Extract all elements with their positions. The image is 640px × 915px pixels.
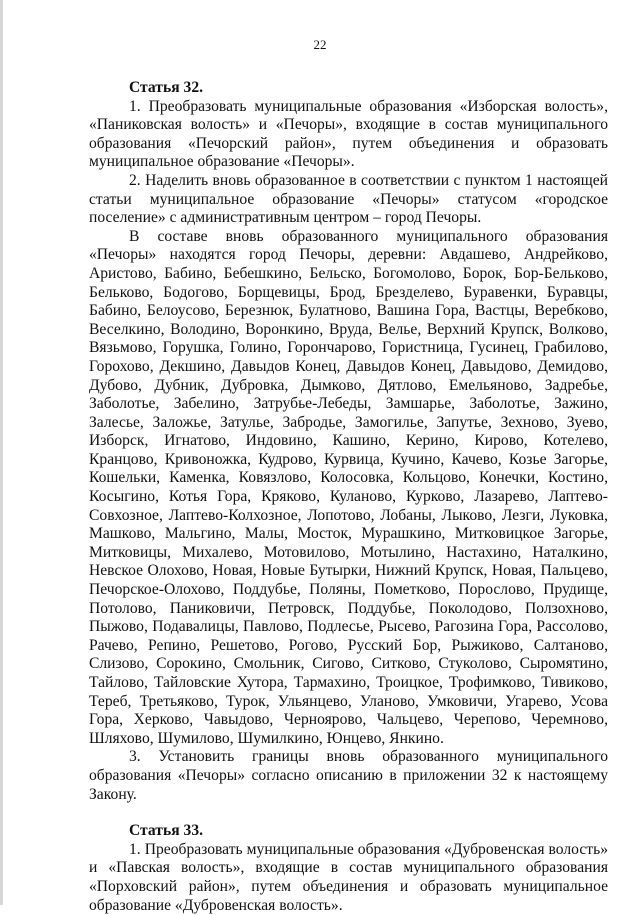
article-32-paragraph-2: 2. Наделить вновь образованное в соответствии с пунктом 1 настоящей статьи муниципальное образование «Печоры» статусом «городское поселение» с административным центром – город Печоры. xyxy=(89,171,608,227)
scan-edge-line xyxy=(0,0,3,905)
page-number: 22 xyxy=(313,37,327,52)
article-32-paragraph-1: 1. Преобразовать муниципальные образования «Изборская волость», «Паниковская волость» и «Печоры», входящие в состав муниципального образования «Печорский район», путем объединения и образовать муниципальное образование «Печоры». xyxy=(89,97,608,171)
article-33-paragraph-1: 1. Преобразовать муниципальные образования «Дубровенская волость» и «Павская волость», входящие в состав муниципального образования «Порховский район», путем объединения и образовать муниципальное образование «Дубровенская волость». xyxy=(89,840,608,914)
article-32-paragraph-4: 3. Установить границы вновь образованного муниципального образования «Печоры» согласно описанию в приложении 32 к настоящему Закону. xyxy=(89,748,608,803)
article-33-heading: Статья 33. xyxy=(129,822,204,840)
document-body xyxy=(89,79,608,915)
article-32-heading: Статья 32. xyxy=(129,79,204,96)
section-spacer xyxy=(89,804,608,822)
article-32-paragraph-3: В составе вновь образованного муниципального образования «Печоры» находятся город Печоры, деревни: Авдашево, Андрейково, Аристово, Бабино, Бебешкино, Бельско, Богомолово, Борок, Бор-Бельково, Бельково, Бодогово, Борщевицы, Брод, Брезделево, Буравенки, Буравцы, Бабино, Белоусово, Березнюк, Булатново, Вашина Гора, Вастцы, Веребково, Веселкино, Володино, Воронкино, Вруда, Велье, Верхний Крупск, Волково, Вязьмово, Горушка, Голино, Горончарово, Гористница, Гусинец, Грабилово, Горохово, Декшино, Давыдов Конец, Давыдов Конец, Давыдово, Демидово, Дубово, Дубник, Дубровка, Дымково, Дятлово, Емельяново, Задребье, Заболотье, Забелино, Затрубье-Лебеды, Замшарье, Заболотье, Зажино, Залесье, Заложье, Затулье, Забродье, Замогилье, Запутье, Зехново, Зуево, Изборск, Игнатово, Индовино, Кашино, Керино, Кирово, Котелево, Кранцово, Кривоножка, Кудрово, Курвица, Кучино, Качево, Козье Загорье, Кошельки, Каменка, Ковязлово, Колосовка, Кольцово, Конечки, Костино, Косыгино, Котья Гора, Кряково, Куланово, Курково, Лазарево, Лаптево-Совхозное, Лаптево-Колхозное, Лопотово, Лобаны, Лыково, Лезги, Луковка, Машково, Мальгино, Малы, Мосток, Мурашкино, Митковицкое Загорье, Митковицы, Михалево, Мотовилово, Мотылино, Настахино, Наталкино, Невское Олохово, Новая, Новые Бутырки, Нижний Крупск, Новая, Пальцево, Печорское-Олохово, Поддубье, Поляны, Пометково, Порослово, Прудище, Потолово, Паниковичи, Петровск, Поддубье, Поколодово, Ползохново, Пыжово, Подавалицы, Павлово, Подлесье, Рысево, Рагозина Гора, Рассолово, Рачево, Репино, Решетово, Рогово, Русский Бор, Рыжиково, Салтаново, Слизово, Сорокино, Смольник, Сигово, Ситково, Стуколово, Сыромятино, Тайлово, Тайловские Хутора, Тармахино, Троицкое, Трофимково, Тивиково, Тереб, Третьяково, Турок, Ульянцево, Уланово, Умковичи, Угарево, Усова Гора, Херково, Чавыдово, Черноярово, Чальцево, Черепово, Черемново, Шляхово, Шумилово, Шумилкино, Юнцево, Янкино. xyxy=(89,227,608,747)
